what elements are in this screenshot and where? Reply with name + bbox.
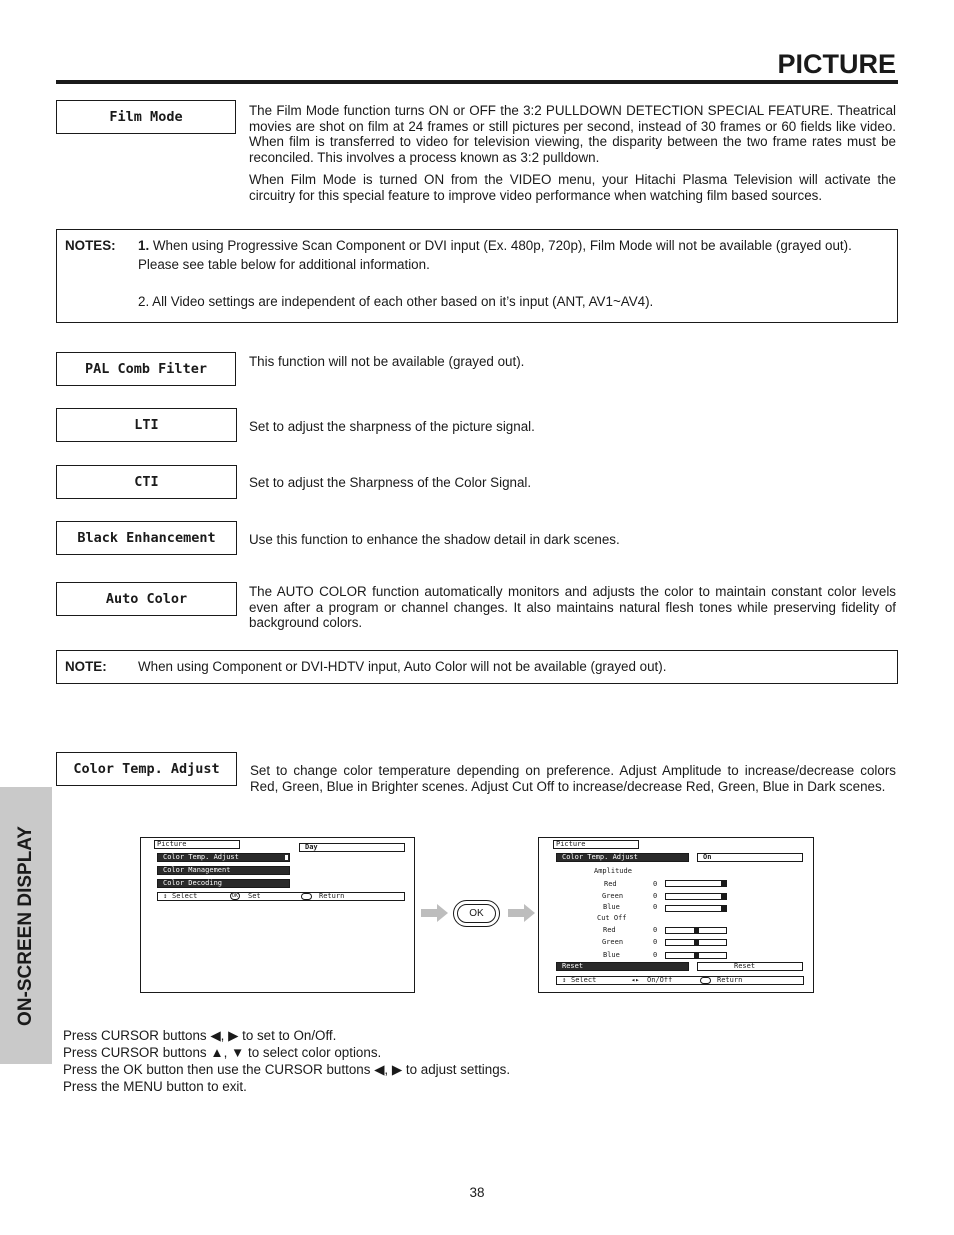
screen1-footer [157, 892, 405, 901]
screen2-header-bar [553, 840, 639, 849]
updown-icon: ↕ [562, 976, 567, 984]
amp-red-slider[interactable] [665, 880, 727, 887]
cut-blue-value: 0 [653, 951, 658, 959]
screen2-reset-right: Reset [734, 962, 756, 970]
note-box [56, 650, 898, 684]
screen2-value-bar[interactable] [697, 853, 803, 862]
cutoff-heading: Cut Off [597, 914, 627, 922]
amp-blue-slider[interactable] [665, 905, 727, 912]
cut-blue-label: Blue [603, 951, 620, 959]
notes-box [56, 229, 898, 323]
return-icon [700, 977, 711, 984]
amp-green-label: Green [602, 892, 624, 900]
ok-button-outer[interactable] [453, 900, 500, 927]
pal-comb-filter-description: This function will not be available (grayed out). [249, 354, 525, 369]
screen2-item-label: Color Temp. Adjust [562, 853, 638, 861]
cut-red-value: 0 [653, 926, 658, 934]
screen1-item-color-decoding[interactable] [157, 879, 290, 888]
screen1-footer-select: Select [172, 892, 198, 900]
screen2-reset-row[interactable] [556, 962, 689, 971]
amp-red-slider-knob[interactable] [721, 880, 726, 887]
instruction-line-3: Press the OK button then use the CURSOR buttons ◀, ▶ to adjust settings. [63, 1062, 511, 1077]
cut-red-label: Red [603, 926, 616, 934]
amp-red-label: Red [604, 880, 617, 888]
auto-color-label: Auto Color [56, 582, 237, 616]
amp-red-value: 0 [653, 880, 658, 888]
cut-green-slider[interactable] [665, 939, 727, 946]
cti-label: CTI [56, 465, 237, 499]
right-arrow-icon [421, 904, 448, 922]
cut-green-value: 0 [653, 938, 658, 946]
notes-item-1-number: 1. [138, 238, 150, 253]
screen1-footer-return: Return [319, 892, 345, 900]
screen2-value: On [703, 853, 712, 861]
instruction-line-1: Press CURSOR buttons ◀, ▶ to set to On/Off. [63, 1028, 337, 1043]
cut-red-slider-knob[interactable] [694, 927, 699, 934]
black-enhancement-label: Black Enhancement [56, 521, 237, 555]
screen2-footer-return: Return [717, 976, 743, 984]
page-title: PICTURE [777, 49, 896, 79]
screen1-item-label: Color Management [163, 866, 231, 874]
screen1-item-color-management[interactable] [157, 866, 290, 875]
lti-label: LTI [56, 408, 237, 442]
notes-label: NOTES: [65, 238, 116, 253]
film-mode-description [249, 103, 896, 211]
screen1-item-label: Color Decoding [163, 879, 223, 887]
cut-red-slider[interactable] [665, 927, 727, 934]
leftright-icon: ◂▸ [631, 976, 640, 984]
screen2-reset-left: Reset [562, 962, 584, 970]
side-tab [0, 787, 52, 1064]
black-enhancement-description: Use this function to enhance the shadow detail in dark scenes. [249, 532, 620, 547]
amp-blue-slider-knob[interactable] [721, 905, 726, 912]
notes-item-1-text2: Please see table below for additional information. [138, 257, 430, 272]
screen1-item-color-temp-adjust[interactable] [157, 853, 290, 862]
film-mode-label: Film Mode [56, 100, 236, 134]
amp-green-value: 0 [653, 892, 658, 900]
cti-description: Set to adjust the Sharpness of the Color Signal. [249, 475, 532, 490]
screen2-header: Picture [556, 840, 586, 848]
note-text: When using Component or DVI-HDTV input, Auto Color will not be available (grayed out). [138, 659, 667, 674]
page-number: 38 [469, 1185, 485, 1200]
cut-green-label: Green [602, 938, 624, 946]
screen2-item-color-temp-adjust[interactable] [556, 853, 689, 862]
amp-blue-value: 0 [653, 903, 658, 911]
return-icon [301, 893, 312, 900]
screen2-footer-onoff: On/Off [647, 976, 673, 984]
ok-button[interactable]: OK [457, 904, 496, 923]
amp-blue-label: Blue [603, 903, 620, 911]
note-label: NOTE: [65, 659, 107, 674]
color-temp-adjust-description: Set to change color temperature depending on preference. Adjust Amplitude to increase/decrease colors Red, Green, Blue in Brighter scenes. Adjust Cut Off to increase/decrease Red, Green, Blue in Dark scenes. [250, 763, 896, 794]
menu-screen-1 [140, 837, 415, 993]
pal-comb-filter-label: PAL Comb Filter [56, 352, 236, 386]
color-temp-adjust-label: Color Temp. Adjust [56, 752, 237, 786]
screen1-item-label: Color Temp. Adjust [163, 853, 239, 861]
screen1-header: Picture [157, 840, 187, 848]
notes-item-2: 2. All Video settings are independent of each other based on it’s input (ANT, AV1~AV4). [138, 294, 654, 309]
film-mode-para1: The Film Mode function turns ON or OFF the 3:2 PULLDOWN DETECTION SPECIAL FEATURE. Theatrical movies are shot on film at 24 frames or still pictures per second, instead of 30 frames or 60 fields like video. When film is transferred to video for television viewing, the disparity between the two frame rates must be reconciled. This involves a process known as 3:2 pulldown. [249, 103, 896, 165]
notes-item-1 [138, 236, 890, 274]
notes-item-1-text: When using Progressive Scan Component or DVI input (Ex. 480p, 720p), Film Mode will not be available (grayed out). [152, 238, 852, 253]
film-mode-para2: When Film Mode is turned ON from the VIDEO menu, your Hitachi Plasma Television will activate the circuitry for this special feature to improve video performance when watching film based sources. [249, 172, 896, 203]
screen2-reset-value[interactable] [697, 962, 803, 971]
updown-icon: ↕ [163, 892, 168, 900]
screen2-footer [556, 976, 804, 985]
amp-green-slider-knob[interactable] [721, 893, 726, 900]
screen2-footer-select: Select [571, 976, 597, 984]
instructions [63, 1027, 510, 1095]
auto-color-description: The AUTO COLOR function automatically monitors and adjusts the color to maintain constant color levels even after a program or channel changes. It also maintains natural flesh tones while preserving fidelity of background colors. [249, 584, 896, 631]
cut-blue-slider[interactable] [665, 952, 727, 959]
screen1-header-bar [154, 840, 240, 849]
menu-screen-2 [538, 837, 814, 993]
right-arrow-icon [508, 904, 535, 922]
title-rule [56, 80, 898, 84]
lti-description: Set to adjust the sharpness of the picture signal. [249, 419, 535, 434]
screen1-footer-set: Set [248, 892, 261, 900]
screen1-value-bar [299, 843, 405, 852]
cut-blue-slider-knob[interactable] [694, 952, 699, 959]
cut-green-slider-knob[interactable] [694, 939, 699, 946]
amplitude-heading: Amplitude [594, 867, 632, 875]
screen1-scroll-indicator [285, 855, 288, 860]
screen1-value: Day [305, 843, 318, 851]
ok-icon: OK [232, 893, 239, 899]
instruction-line-4: Press the MENU button to exit. [63, 1079, 247, 1094]
instruction-line-2: Press CURSOR buttons ▲, ▼ to select color options. [63, 1045, 382, 1060]
amp-green-slider[interactable] [665, 893, 727, 900]
side-tab-label: ON-SCREEN DISPLAY [15, 825, 36, 1026]
